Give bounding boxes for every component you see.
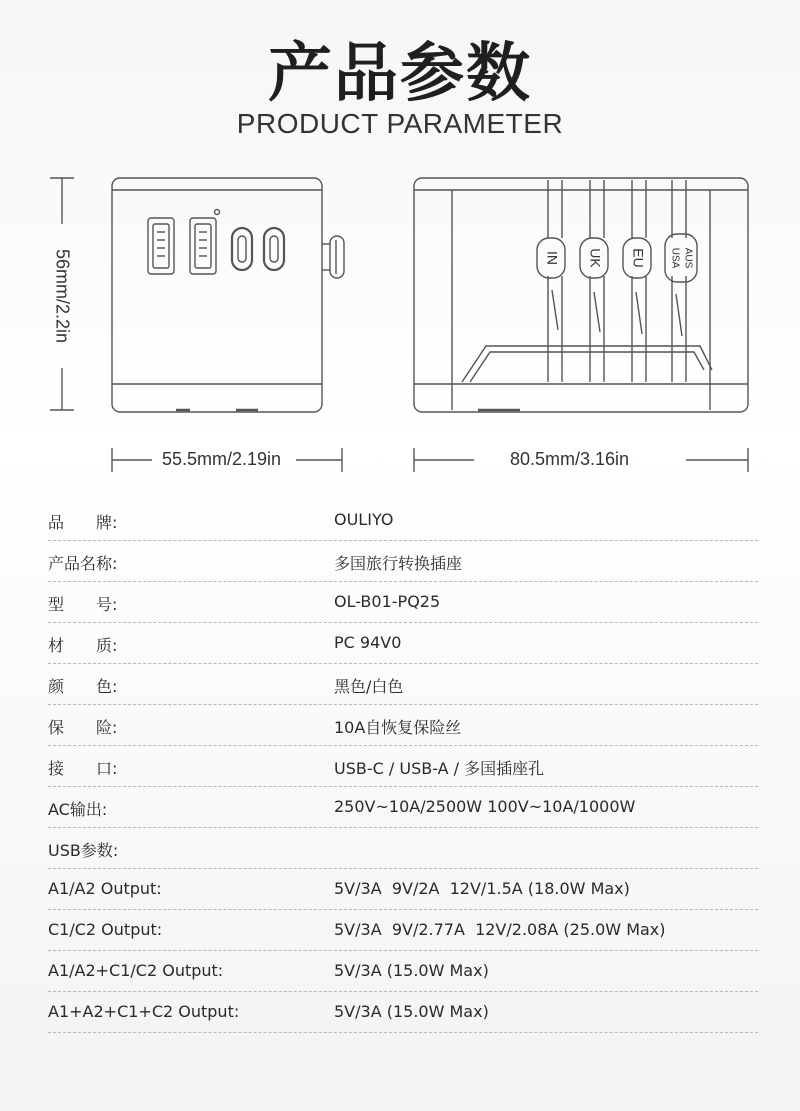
spec-row — [48, 541, 758, 582]
width-dimension-label: 55.5mm/2.19in — [162, 449, 282, 469]
spec-row — [48, 582, 758, 623]
spec-row — [48, 828, 758, 869]
spec-label: USB参数: — [48, 841, 119, 860]
spec-value: 5V/3A 9V/2A 12V/1.5A (18.0W Max) — [334, 879, 630, 898]
spec-table — [48, 500, 758, 1033]
spec-row — [48, 623, 758, 664]
page-title-en: PRODUCT PARAMETER — [236, 108, 564, 139]
spec-value: 5V/3A (15.0W Max) — [334, 1002, 489, 1021]
spec-value: 黑色/白色 — [334, 677, 404, 696]
spec-label: 型 号: — [48, 595, 118, 614]
spec-row — [48, 787, 758, 828]
usb-a-port-1 — [148, 218, 174, 274]
indicator-light — [215, 210, 220, 215]
spec-row — [48, 705, 758, 746]
spec-label: A1/A2+C1/C2 Output: — [48, 961, 224, 980]
height-dimension-label: 56mm/2.2in — [52, 248, 73, 344]
spec-label: A1+A2+C1+C2 Output: — [48, 1002, 240, 1021]
spec-value: 5V/3A 9V/2.77A 12V/2.08A (25.0W Max) — [334, 920, 666, 939]
spec-label: 接 口: — [48, 759, 118, 778]
adapter-side-view — [414, 178, 748, 412]
spec-value: 多国旅行转换插座 — [334, 554, 463, 573]
spec-row — [48, 869, 758, 910]
spec-label: C1/C2 Output: — [48, 920, 163, 939]
usb-c-port-2 — [264, 228, 284, 270]
slider-knob — [322, 236, 344, 278]
spec-label: 品 牌: — [48, 513, 118, 532]
plug-label-aus: AUS — [682, 247, 694, 269]
spec-row — [48, 951, 758, 992]
plug-label-eu: EU — [630, 248, 647, 268]
spec-value: 5V/3A (15.0W Max) — [334, 961, 489, 980]
usb-a-port-2 — [190, 218, 216, 274]
plug-label-uk: UK — [587, 248, 604, 268]
spec-value: USB-C / USB-A / 多国插座孔 — [334, 759, 545, 778]
product-line-drawing — [0, 0, 800, 480]
spec-label: AC输出: — [48, 800, 108, 819]
spec-label: 产品名称: — [48, 554, 118, 573]
spec-value: PC 94V0 — [334, 633, 402, 652]
usb-c-port-1 — [232, 228, 252, 270]
adapter-front-view — [112, 178, 344, 412]
spec-label: 保 险: — [48, 718, 118, 737]
spec-row — [48, 664, 758, 705]
spec-value: 10A自恢复保险丝 — [334, 718, 462, 737]
plug-label-in: IN — [544, 251, 561, 265]
spec-value: OULIYO — [334, 510, 394, 529]
spec-value: OL-B01-PQ25 — [334, 592, 441, 611]
spec-row — [48, 910, 758, 951]
spec-value: 250V~10A/2500W 100V~10A/1000W — [334, 797, 636, 816]
spec-label: 颜 色: — [48, 677, 118, 696]
spec-label: A1/A2 Output: — [48, 879, 162, 898]
spec-row — [48, 746, 758, 787]
plug-label-usa: USA — [669, 247, 681, 269]
spec-row — [48, 500, 758, 541]
spec-row — [48, 992, 758, 1033]
length-dimension-label: 80.5mm/3.16in — [510, 449, 630, 469]
page-title-cn: 产品参数 — [268, 37, 532, 111]
spec-label: 材 质: — [48, 636, 118, 655]
